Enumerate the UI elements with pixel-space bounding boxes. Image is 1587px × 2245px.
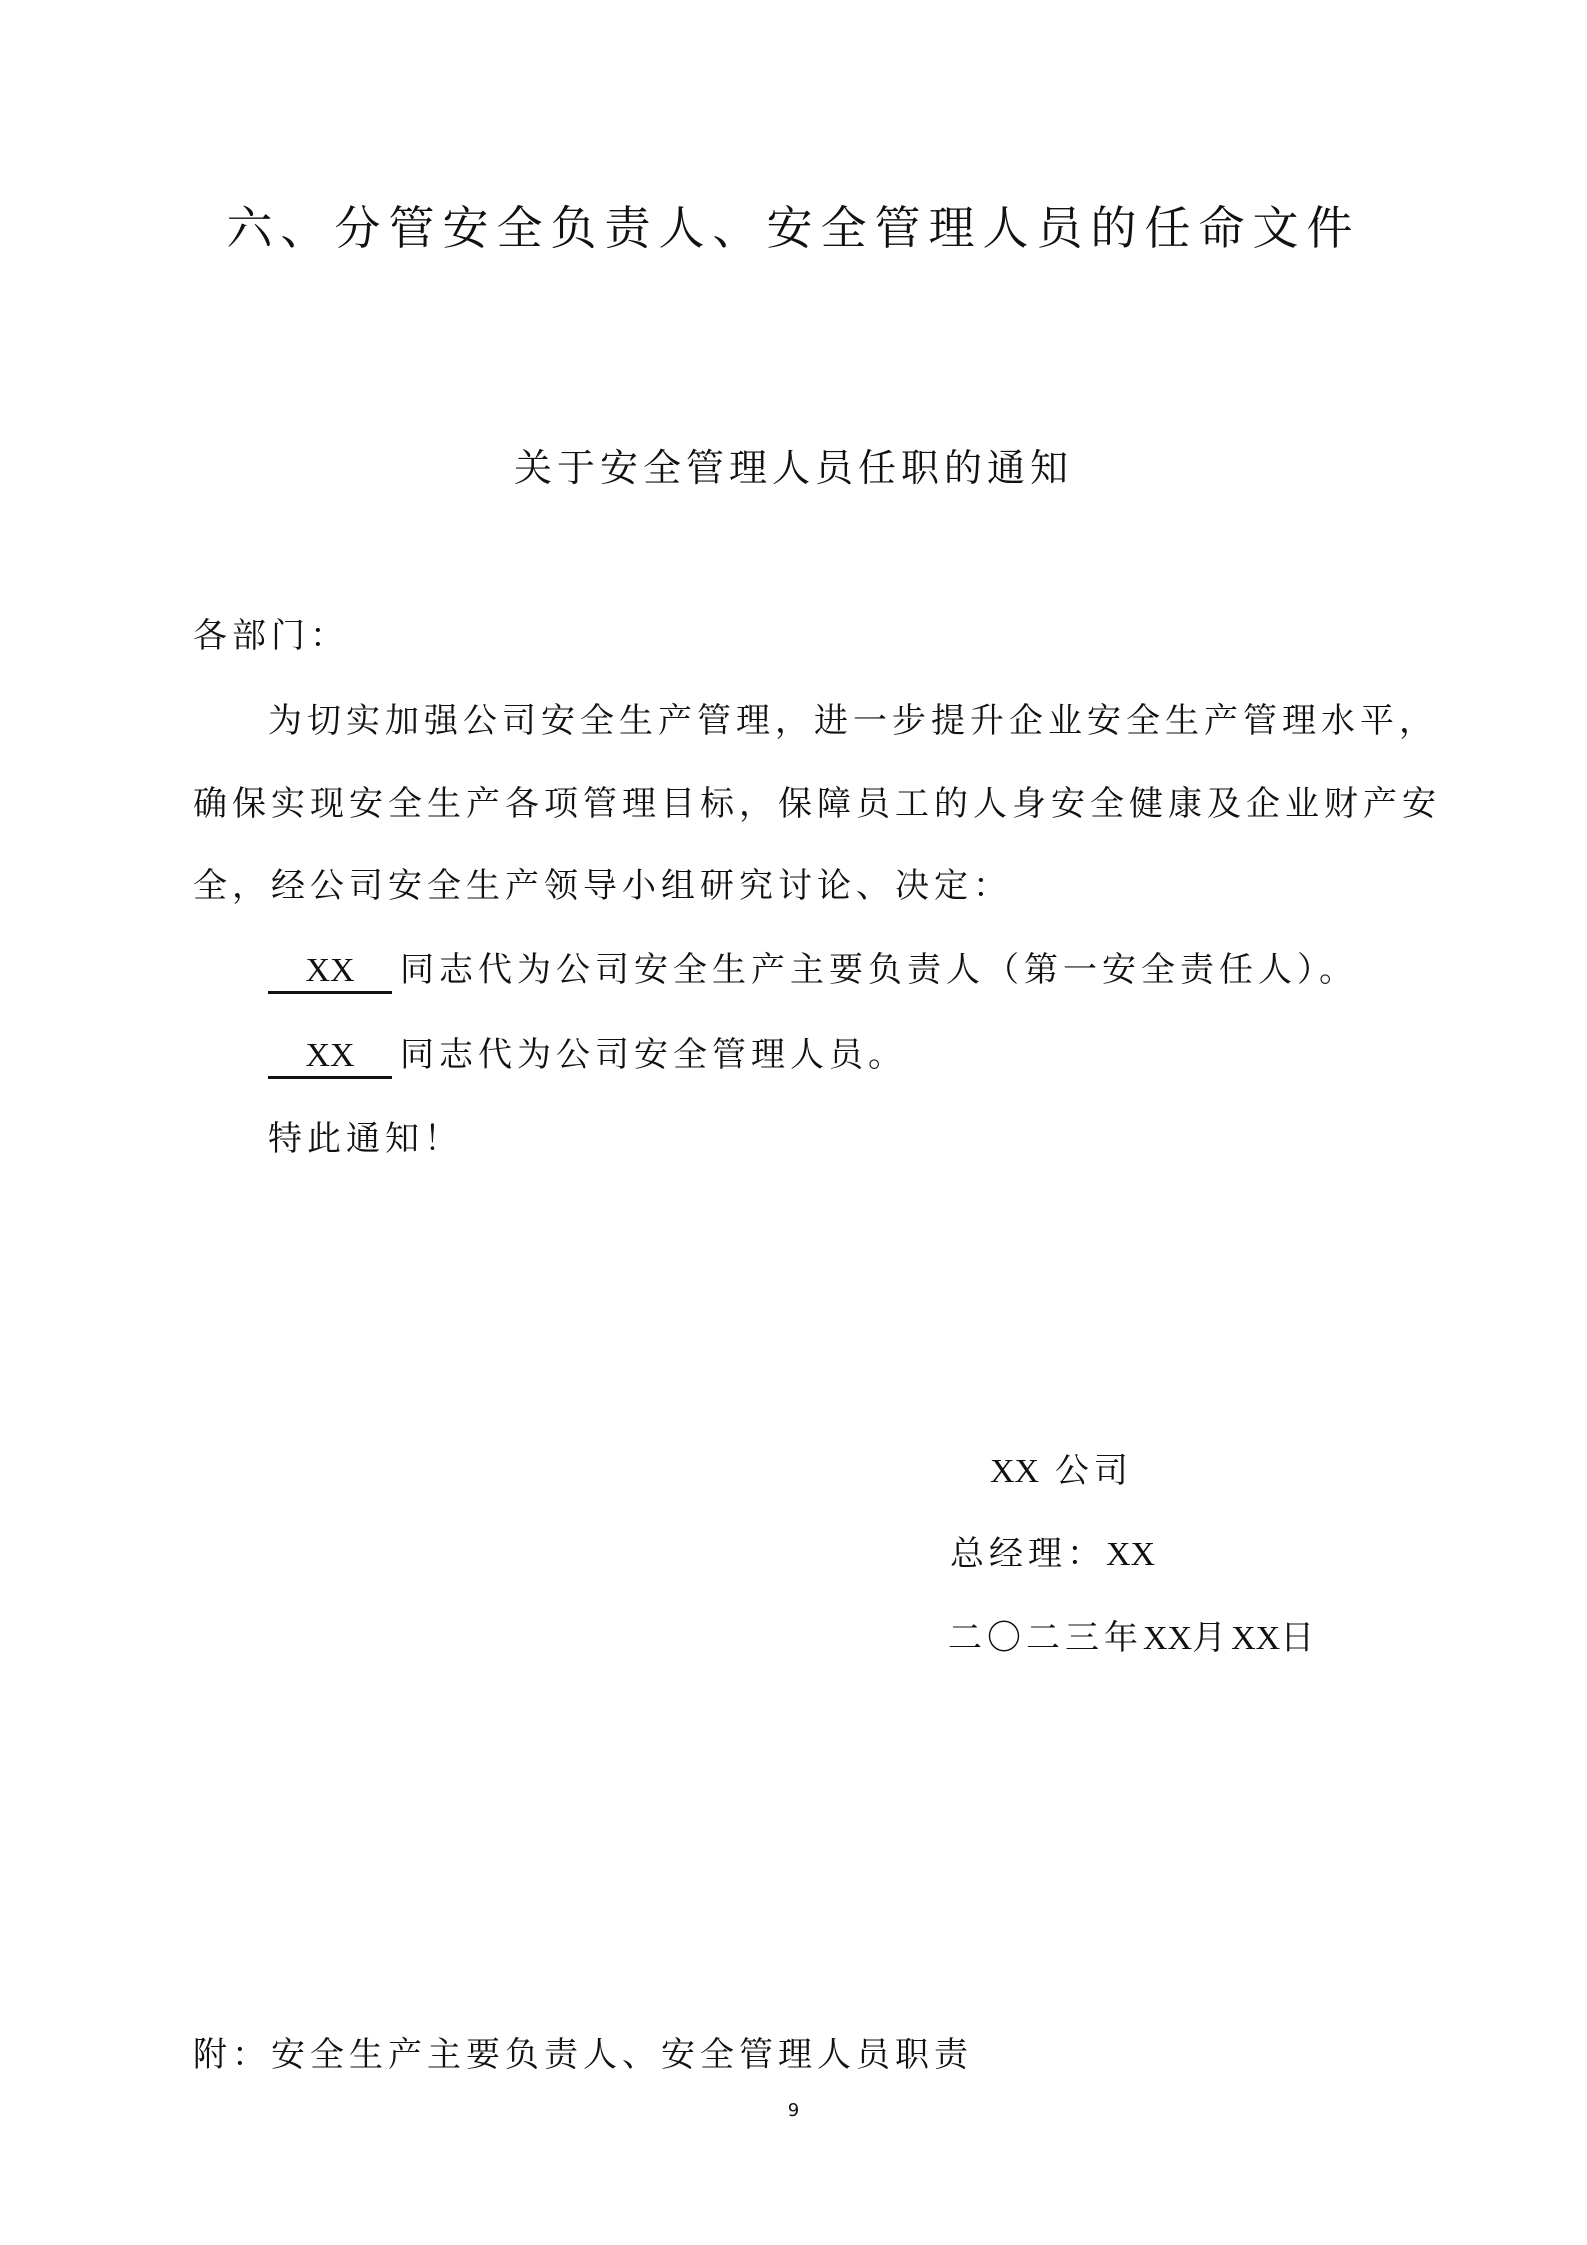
notice-title: 关于安全管理人员任职的通知	[513, 446, 1073, 490]
manager-label: 总经理：	[950, 1534, 1106, 1574]
date-year: 二〇二三年	[948, 1618, 1143, 1658]
appointment-line-2	[268, 1027, 907, 1079]
signature-manager	[950, 1526, 1155, 1575]
company-suffix: 公司	[1054, 1451, 1133, 1491]
body-line-1: 为切实加强公司安全生产管理，进一步提升企业安全生产管理水平，	[268, 701, 1438, 741]
body-line-2: 确保实现安全生产各项管理目标，保障员工的人身安全健康及企业财产安	[193, 784, 1441, 824]
manager-name: XX	[1106, 1536, 1156, 1573]
attachment-note: 附：安全生产主要负责人、安全管理人员职责	[193, 2035, 973, 2075]
signature-date	[948, 1610, 1319, 1659]
date-day-label: 日	[1280, 1618, 1320, 1658]
signature-company	[990, 1443, 1133, 1492]
appointee-name-blank: XX	[268, 951, 392, 994]
closing-remark: 特此通知！	[268, 1119, 463, 1159]
section-title: 六、分管安全负责人、安全管理人员的任命文件	[226, 201, 1361, 255]
date-month-label: 月	[1192, 1618, 1232, 1658]
body-line-3: 全，经公司安全生产领导小组研究讨论、决定：	[193, 866, 1012, 906]
company-name: XX	[990, 1453, 1040, 1490]
appointment-text: 同志代为公司安全生产主要负责人（第一安全责任人）。	[400, 950, 1358, 990]
appointment-line-1	[268, 942, 1358, 994]
appointee-name-blank: XX	[268, 1036, 392, 1079]
salutation: 各部门：	[193, 616, 349, 656]
date-month: XX	[1143, 1620, 1193, 1657]
page-number: 9	[787, 2100, 800, 2121]
appointment-text: 同志代为公司安全管理人员。	[400, 1035, 907, 1075]
date-day: XX	[1231, 1620, 1281, 1657]
